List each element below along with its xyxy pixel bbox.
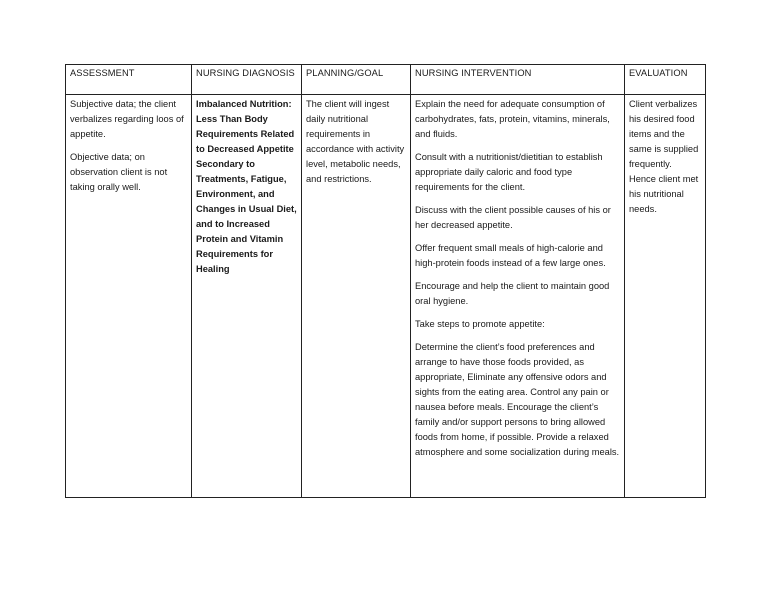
subjective-data: Subjective data; the client verbalizes regarding loos of appetite. [70,99,184,139]
intervention-item: Discuss with the client possible causes of his or her decreased appetite. [415,205,611,230]
planning-text: The client will ingest daily nutritional requirements in accordance with activity level, metabolic needs, and restrictions. [306,99,405,184]
nursing-care-plan-table [65,64,706,498]
header-assessment: ASSESSMENT [66,65,192,95]
header-planning-goal: PLANNING/GOAL [302,65,411,95]
intervention-item: Explain the need for adequate consumption of carbohydrates, fats, protein, vitamins, minerals, and fluids. [415,99,610,139]
intervention-cell [411,95,625,498]
intervention-item: Offer frequent small meals of high-calorie and high-protein foods instead of a few large ones. [415,243,606,268]
intervention-item: Consult with a nutritionist/dietitian to establish appropriate daily caloric and food type requirements for the client. [415,152,603,192]
diagnosis-cell [192,95,302,498]
intervention-item: Determine the client’s food preferences and arrange to have those foods provided, as appropriate, Eliminate any offensive odors and sights from the eating area. Control any pain or nausea before meals. Encourage the client’s family and/or support persons to bring allowed foods from home, if possible. Provide a relaxed atmosphere and some socialization during meals. [415,342,620,457]
planning-cell [302,95,411,498]
intervention-item: Take steps to promote appetite: [415,319,545,329]
content-row [66,95,706,498]
header-nursing-intervention: NURSING INTERVENTION [411,65,625,95]
intervention-item: Encourage and help the client to maintain good oral hygiene. [415,281,610,306]
header-evaluation: EVALUATION [625,65,706,95]
header-row [66,65,706,95]
evaluation-text: Client verbalizes his desired food items and the same is supplied frequently. Hence client met his nutritional needs. [629,99,699,214]
assessment-cell [66,95,192,498]
diagnosis-text: Imbalanced Nutrition: Less Than Body Requirements Related to Decreased Appetite Secondary to Treatments, Fatigue, Environment, and Changes in Usual Diet, and to Increased Protein and Vitamin Requirements for Healing [196,99,297,274]
header-nursing-diagnosis: NURSING DIAGNOSIS [192,65,302,95]
objective-data: Objective data; on observation client is not taking orally well. [70,152,168,192]
evaluation-cell [625,95,706,498]
